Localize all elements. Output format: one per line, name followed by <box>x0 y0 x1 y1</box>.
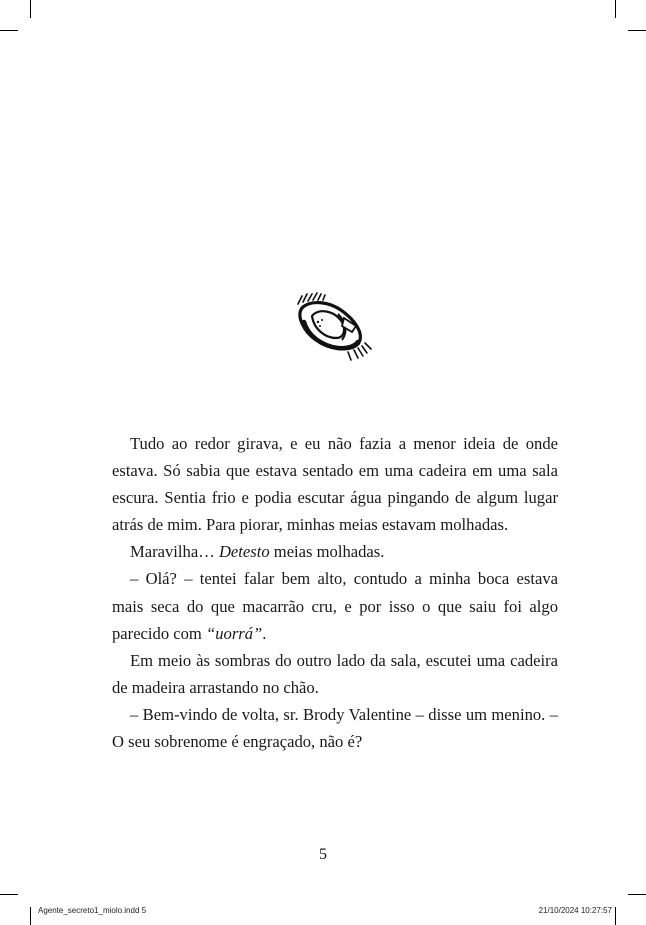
paragraph <box>112 538 558 565</box>
crop-mark <box>615 907 616 925</box>
page-number: 5 <box>319 846 327 863</box>
text-run: Em meio às sombras do outro lado da sala, escutei uma cadeira de madeira arrastando no chão. <box>112 650 558 697</box>
slug-filename: Agente_secreto1_miolo.indd 5 <box>38 906 147 915</box>
slug-timestamp: 21/10/2024 10:27:57 <box>538 906 612 915</box>
paragraph <box>112 430 558 538</box>
crop-mark <box>30 0 31 18</box>
crop-mark <box>628 894 646 895</box>
story-text <box>112 430 558 755</box>
crop-mark <box>0 894 18 895</box>
crop-mark <box>615 0 616 18</box>
italic-text: “uorrá” <box>206 623 263 643</box>
crop-mark <box>30 907 31 925</box>
text-run: – Bem-vindo de volta, sr. Brody Valentine – disse um menino. – O seu sobrenome é engraçado, não é? <box>112 704 558 752</box>
paragraph <box>112 565 558 646</box>
italic-text: Detesto <box>218 542 270 562</box>
text-run: Maravilha… <box>130 542 219 562</box>
fortune-cookie-icon <box>292 292 374 362</box>
crop-mark <box>0 30 18 31</box>
text-run: – Olá? – tentei falar bem alto, contudo a minha boca estava mais seca do que macarrão cru, e por isso o que saiu foi algo parecido com <box>112 569 558 643</box>
crop-mark <box>628 30 646 31</box>
text-run: Tudo ao redor girava, e eu não fazia a menor ideia de onde estava. Só sabia que estava sentado em uma cadeira em uma sala escura. Sentia frio e podia escutar água pingando de algum lugar atrás de mim. Para piorar, minhas meias estavam molhadas. <box>112 434 558 535</box>
text-run: meias molhadas. <box>269 542 385 562</box>
paragraph <box>112 647 558 701</box>
text-run: . <box>262 623 267 643</box>
paragraph <box>112 701 558 755</box>
